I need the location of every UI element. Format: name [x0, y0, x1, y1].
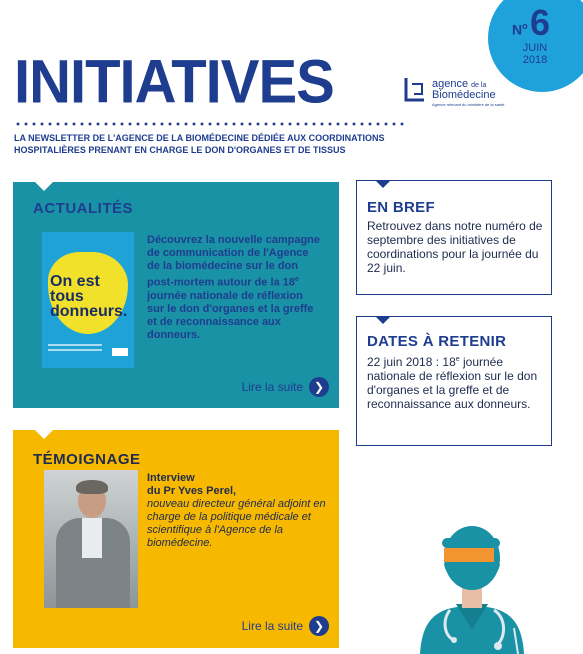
- arrow-right-icon: ❯: [309, 616, 329, 636]
- en-bref-box: [356, 180, 552, 295]
- temoignage-text: [147, 472, 327, 550]
- box-notch: [375, 180, 391, 188]
- newsletter-title: INITIATIVES: [14, 47, 334, 117]
- logo-line-3: Agence relevant du ministère de la santé: [432, 102, 505, 107]
- poster-logo: [112, 348, 128, 356]
- actualites-text: [147, 234, 321, 342]
- agency-logo-mark-icon: [404, 76, 428, 104]
- issue-number: 6: [530, 2, 551, 43]
- issue-no-sup: o: [522, 21, 528, 31]
- arrow-right-icon: ❯: [309, 377, 329, 397]
- temoignage-line-3: nouveau directeur général adjoint en charge de la politique médicale et scientifique à l'Agence de la biomédecine.: [147, 498, 326, 549]
- dates-text-part-1: 22 juin 2018 : 18: [367, 355, 456, 369]
- en-bref-title: EN BREF: [367, 199, 435, 216]
- temoignage-read-more-link[interactable]: [242, 616, 329, 636]
- logo-line-2: Biomédecine: [432, 89, 496, 101]
- actualites-text-part-2: journée nationale de réflexion sur le don d'organes et la greffe et de reconnaissance aux donneurs.: [147, 289, 314, 341]
- dates-box: [356, 316, 552, 446]
- agency-logo[interactable]: [404, 76, 524, 112]
- actualites-text-sup: e: [294, 276, 299, 283]
- dates-text-part-2: journée nationale de réflexion sur le don d'organes et la greffe et de reconnaissance aux donneurs.: [367, 355, 538, 411]
- portrait-hair: [76, 480, 108, 494]
- newsletter-subtitle: [14, 132, 414, 156]
- logo-word-agence: agence: [432, 78, 469, 90]
- issue-number-label: [512, 21, 528, 38]
- read-more-label: Lire la suite: [241, 380, 303, 394]
- temoignage-title: TÉMOIGNAGE: [33, 451, 141, 468]
- subtitle-line-1: LA NEWSLETTER DE L'AGENCE DE LA BIOMÉDECINE DÉDIÉE AUX COORDINATIONS: [14, 133, 385, 143]
- actualites-text-part-1: Découvrez la nouvelle campagne de communication de l'Agence de la biomédecine sur le don post-mortem autour de la 18: [147, 234, 321, 289]
- temoignage-card: [13, 430, 339, 648]
- actualites-title: ACTUALITÉS: [33, 200, 133, 217]
- box-notch: [375, 316, 391, 324]
- dates-text: [367, 353, 547, 411]
- issue-no-letter: N: [512, 21, 523, 38]
- issue-month: JUIN: [522, 42, 548, 54]
- issue-year: 2018: [522, 54, 548, 66]
- actualites-card: [13, 182, 339, 408]
- card-notch: [35, 430, 53, 439]
- portrait-shirt: [82, 518, 102, 558]
- card-notch: [35, 182, 53, 191]
- poster-small-text: [48, 344, 102, 346]
- dotted-divider: [14, 122, 404, 126]
- actualites-read-more-link[interactable]: [242, 377, 329, 397]
- dates-text-sup: e: [455, 356, 460, 363]
- poster-text: On est tous donneurs.: [50, 273, 128, 320]
- portrait-photo: [44, 470, 138, 608]
- logo-word-de-la: de la: [471, 82, 487, 89]
- temoignage-line-1: Interview: [147, 472, 195, 484]
- read-more-label: Lire la suite: [241, 619, 303, 633]
- subtitle-line-2: HOSPITALIÈRES PRENANT EN CHARGE LE DON D'ORGANES ET DE TISSUS: [14, 145, 346, 155]
- campaign-poster[interactable]: [42, 232, 134, 368]
- surgeon-illustration: [412, 518, 532, 654]
- temoignage-line-2: du Pr Yves Perel,: [147, 485, 237, 497]
- en-bref-text: Retrouvez dans notre numéro de septembre des initiatives de coordinations pour la journée du 22 juin.: [367, 219, 543, 275]
- dates-title: DATES À RETENIR: [367, 333, 507, 350]
